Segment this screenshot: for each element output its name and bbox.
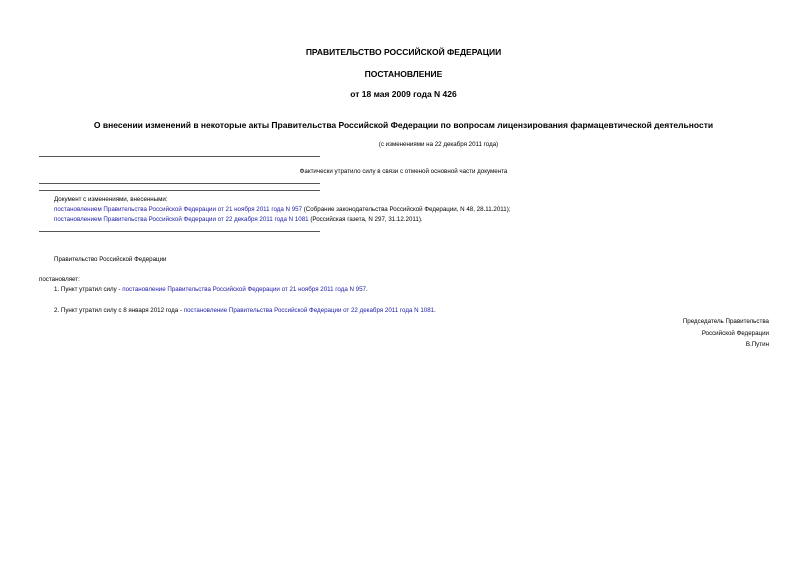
resolves-label: постановляет: <box>39 276 80 283</box>
change-item <box>54 216 423 223</box>
document-type: ПОСТАНОВЛЕНИЕ <box>364 69 443 79</box>
changes-intro: Документ с изменениями, внесенными: <box>54 196 168 203</box>
issuer: Правительство Российской Федерации <box>54 256 167 263</box>
point-2-suffix: . <box>434 307 436 314</box>
status-note <box>0 168 807 175</box>
point-1-suffix: . <box>366 286 368 293</box>
divider-rule <box>39 156 320 157</box>
signature-position: Председатель Правительства <box>682 318 769 325</box>
point-2-prefix: 2. Пункт утратил силу с 8 января 2012 года - <box>54 307 184 314</box>
change-link-1081[interactable]: постановлением Правительства Российской Федерации от 22 декабря 2011 года N 1081 <box>54 216 309 223</box>
change-suffix: (Российская газета, N 297, 31.12.2011). <box>308 216 423 223</box>
document-date-number: от 18 мая 2009 года N 426 <box>350 89 457 99</box>
amendment-note <box>0 141 807 148</box>
change-item <box>54 206 511 213</box>
amendment-note-text: (с изменениями на 22 декабря 2011 года) <box>378 141 499 148</box>
change-suffix: (Собрание законодательства Российской Федерации, N 48, 28.11.2011); <box>302 206 511 213</box>
status-note-text: Фактически утратило силу в связи с отменой основной части документа <box>299 168 508 175</box>
signature-name: В.Путин <box>745 341 769 348</box>
change-link-957[interactable]: постановлением Правительства Российской Федерации от 21 ноября 2011 года N 957 <box>54 206 303 213</box>
government-heading: ПРАВИТЕЛЬСТВО РОССИЙСКОЙ ФЕДЕРАЦИИ <box>305 47 502 57</box>
signature-block <box>683 316 769 351</box>
signature-organization: Российской Федерации <box>701 329 769 337</box>
divider-rule <box>39 231 320 232</box>
divider-rule <box>39 190 320 191</box>
divider-rule <box>39 183 320 184</box>
point-1-link[interactable]: постановление Правительства Российской Федерации от 21 ноября 2011 года N 957 <box>122 286 366 293</box>
point-1-prefix: 1. Пункт утратил силу - <box>54 286 123 293</box>
point-1 <box>54 286 368 293</box>
document-title: О внесении изменений в некоторые акты Правительства Российской Федерации по вопросам лицензирования фармацевтической деятельности <box>93 120 714 130</box>
point-2-link[interactable]: постановление Правительства Российской Федерации от 22 декабря 2011 года N 1081 <box>183 307 435 314</box>
point-2 <box>54 307 436 314</box>
